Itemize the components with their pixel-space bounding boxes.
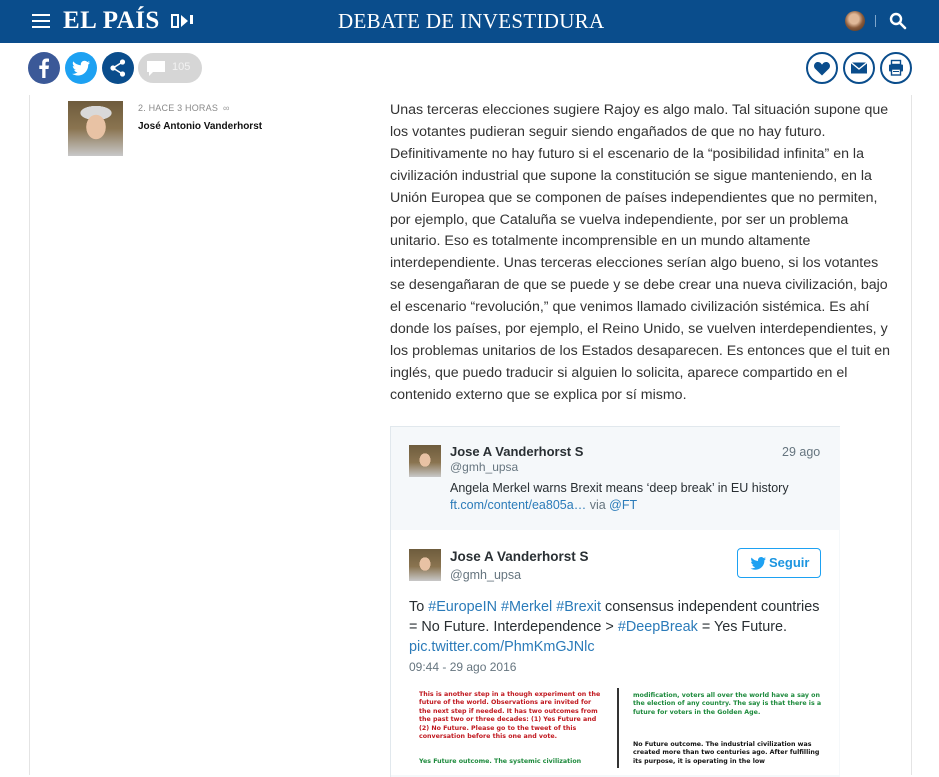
tweet-text — [409, 597, 829, 657]
tweet-text-middle: consensus independent countries = No Future. Interdependence > — [409, 599, 820, 635]
quoted-tweet-author[interactable]: Jose A Vanderhorst S — [450, 444, 584, 459]
image-text-green: Yes Future outcome. The systemic civilization — [419, 758, 582, 765]
follow-label: Seguir — [769, 555, 810, 570]
tweet-attached-image[interactable] — [409, 683, 830, 768]
tweet-text-prefix: To — [409, 599, 425, 615]
hashtag-link[interactable]: #DeepBreak — [617, 619, 698, 635]
printer-icon — [882, 54, 910, 82]
image-text-right-green: modification, voters all over the world have a say on the election of any country. The say is that there is a future for voters in the Golden Age. — [633, 692, 822, 716]
hashtag-link[interactable]: #Merkel — [501, 599, 553, 615]
share-button[interactable] — [102, 52, 134, 84]
facebook-icon — [28, 52, 60, 84]
image-text-red: This is another step in a though experiment on the future of the world. Observations are invited for the next step if needed. It has two outcomes from the past two or three decades: (1) Yes Future and (2) No Future. Please go to the tweet of this conversation before this one and vote. — [419, 691, 601, 741]
hashtag-link[interactable]: #Brexit — [556, 599, 601, 615]
comment-author[interactable]: José Antonio Vanderhorst — [138, 121, 263, 132]
el-pais-logo[interactable]: EL PAÍS — [63, 7, 160, 34]
comment-timestamp: 2. HACE 3 HORAS — [138, 103, 219, 113]
share-icon — [102, 52, 134, 84]
image-divider — [617, 688, 619, 768]
via-handle-link[interactable]: @FT — [609, 498, 638, 512]
comment-meta — [138, 103, 230, 113]
twitter-share-button[interactable] — [65, 52, 97, 84]
quoted-tweet-links — [450, 498, 637, 512]
tweet-author-avatar[interactable] — [409, 549, 441, 581]
comment-body: Unas terceras elecciones sugiere Rajoy es algo malo. Tal situación supone que los votantes pudieran seguir siendo engañados de que no hay futuro. Definitivamente no hay futuro si el escenario de la “posibilidad infinita” en la civilización industrial que supone la constitución se sigue manteniendo, en la Unión Europea que se componen de países independientes que no permiten, por ejemplo, que Cataluña se vuelva independiente, por ser un problema unitario. Eso es totalmente incomprensible en un mundo altamente interdependiente. Unas terceras elecciones serían algo bueno, si los votantes se desengañaran de que se puede y se debe crear una nueva civilización, bajo el escenario “revolución,” que venimos llamado civilización sistémica. Es ahí donde los países, por ejemplo, el Reino Unido, se vuelven interdependientes, y los problemas unitarios de los Estados desaparecen. Es entonces que el tuit en inglés, que puedo traducir si alguien lo solicita, aparece compartido en el contenido externo que se explica por sí mismo. — [390, 102, 891, 403]
email-button[interactable] — [843, 52, 875, 84]
tweet-text-end: = Yes Future. — [701, 619, 788, 635]
menu-icon[interactable] — [32, 14, 50, 28]
pic-link[interactable]: pic.twitter.com/PhmKmGJNlc — [409, 639, 595, 655]
top-bar — [0, 0, 939, 43]
article-link[interactable]: ft.com/content/ea805a… — [450, 498, 587, 512]
twitter-bird-icon — [750, 557, 766, 570]
heart-icon — [808, 54, 836, 82]
quoted-tweet-avatar[interactable] — [409, 445, 441, 477]
commenter-avatar[interactable] — [68, 101, 123, 156]
user-avatar[interactable] — [845, 11, 865, 31]
tweet-author-handle[interactable]: @gmh_upsa — [450, 568, 522, 582]
search-icon[interactable] — [889, 12, 907, 30]
quoted-tweet-text: Angela Merkel warns Brexit means ‘deep break’ in EU history — [450, 481, 789, 495]
section-title: DEBATE DE INVESTIDURA — [338, 9, 605, 33]
facebook-share-button[interactable] — [28, 52, 60, 84]
comment-count: 105 — [172, 61, 191, 73]
hashtag-link[interactable]: #EuropeIN — [428, 599, 498, 615]
quoted-tweet-date[interactable]: 29 ago — [782, 445, 821, 459]
comment-bubble-icon — [146, 60, 166, 77]
follow-button[interactable] — [737, 548, 821, 578]
comments-button[interactable] — [138, 53, 202, 83]
image-text-right-black: No Future outcome. The industrial civilization was created more than two centuries ago. After fulfilling its purpose, it is operating in the low — [633, 741, 820, 765]
play-badge-icon[interactable] — [170, 12, 195, 30]
print-button[interactable] — [880, 52, 912, 84]
via-label: via — [589, 498, 606, 512]
tweet-author-name[interactable]: Jose A Vanderhorst S — [450, 549, 589, 564]
divider — [875, 15, 876, 27]
permalink-icon[interactable]: ∞ — [223, 103, 230, 113]
tweet-timestamp[interactable]: 09:44 - 29 ago 2016 — [409, 660, 517, 674]
envelope-icon — [845, 54, 873, 82]
quoted-tweet-handle[interactable]: @gmh_upsa — [450, 460, 519, 474]
twitter-bird-icon — [65, 52, 97, 84]
favorite-button[interactable] — [806, 52, 838, 84]
